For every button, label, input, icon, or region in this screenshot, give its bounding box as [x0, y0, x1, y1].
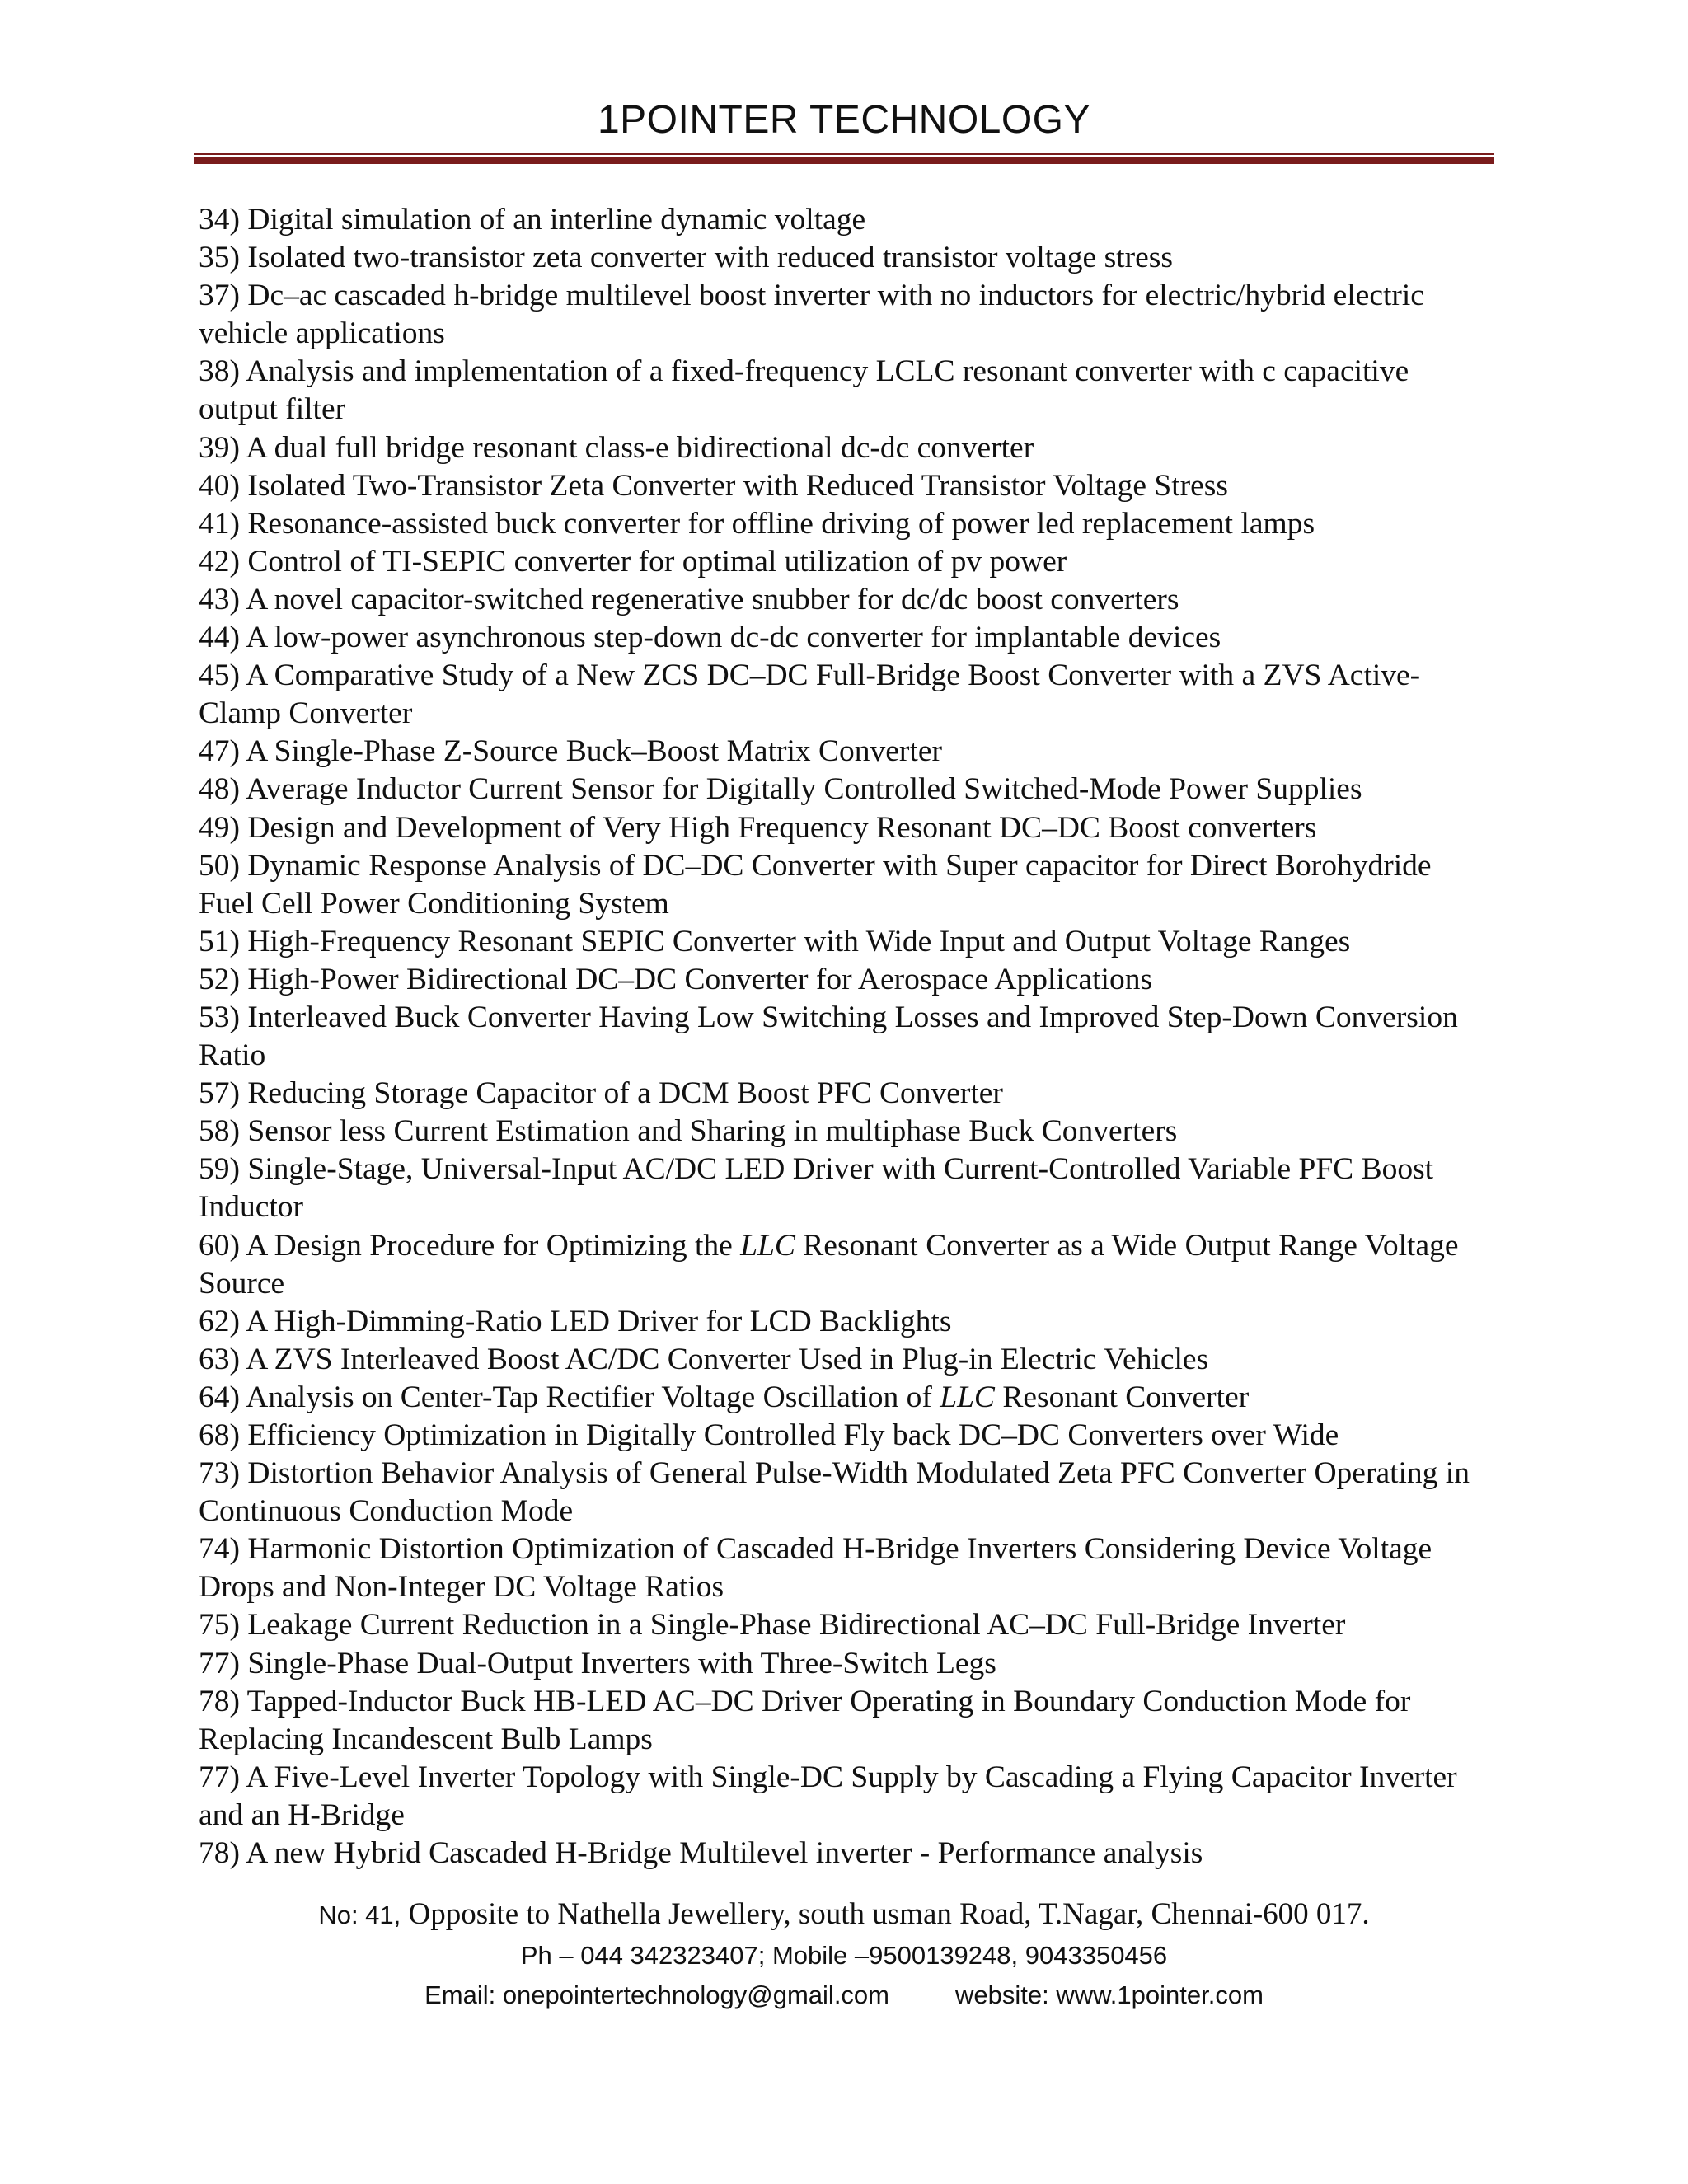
project-title-item: 44) A low-power asynchronous step-down dc-dc converter for implantable devices [199, 621, 1221, 655]
project-title-item: 59) Single-Stage, Universal-Input AC/DC LED Driver with Current-Controlled Variable PFC Boost Inductor [199, 1152, 1434, 1225]
project-title-italic: LLC [740, 1228, 795, 1263]
project-title-item: 78) A new Hybrid Cascaded H-Bridge Multilevel inverter - Performance analysis [199, 1836, 1203, 1871]
project-title-item: 77) Single-Phase Dual-Output Inverters with Three-Switch Legs [199, 1646, 996, 1680]
project-title-item: 48) Average Inductor Current Sensor for Digitally Controlled Switched-Mode Power Supplies [199, 772, 1362, 807]
footer [194, 1894, 1494, 2015]
project-title-item: 34) Digital simulation of an interline dynamic voltage [199, 203, 866, 237]
footer-website: website: www.1pointer.com [955, 1980, 1264, 2009]
project-title-item: 42) Control of TI-SEPIC converter for optimal utilization of pv power [199, 544, 1067, 579]
footer-email: Email: onepointertechnology@gmail.com [424, 1980, 889, 2009]
project-title-item: 50) Dynamic Response Analysis of DC–DC Converter with Super capacitor for Direct Borohydride Fuel Cell Power Conditioning System [199, 848, 1432, 921]
page-header-title: 1POINTER TECHNOLOGY [597, 98, 1091, 142]
project-title-item: 51) High-Frequency Resonant SEPIC Converter with Wide Input and Output Voltage Ranges [199, 924, 1351, 958]
project-title-item: 40) Isolated Two-Transistor Zeta Converter with Reduced Transistor Voltage Stress [199, 468, 1228, 503]
footer-address-street: Opposite to Nathella Jewellery, south usman Road, T.Nagar, Chennai-600 017. [401, 1897, 1370, 1931]
project-title-item [199, 1379, 1493, 1417]
project-title-item: 78) Tapped-Inductor Buck HB-LED AC–DC Driver Operating in Boundary Conduction Mode for Replacing Incandescent Bulb Lamps [199, 1684, 1411, 1756]
footer-phone: Ph – 044 342323407; Mobile –9500139248, 9043350456 [520, 1941, 1168, 1970]
project-title-item: 39) A dual full bridge resonant class-e bidirectional dc-dc converter [199, 430, 1034, 465]
project-title-list [199, 201, 1493, 1872]
project-title-item: 74) Harmonic Distortion Optimization of Cascaded H-Bridge Inverters Considering Device Voltage Drops and Non-Integer DC Voltage Ratios [199, 1532, 1432, 1605]
project-title-text: Resonant Converter as a Wide Output Range Voltage Source [199, 1228, 1459, 1301]
header-divider [194, 153, 1494, 164]
project-title-item: 37) Dc–ac cascaded h-bridge multilevel boost inverter with no inductors for electric/hybrid electric vehicle applications [199, 279, 1424, 351]
project-title-item: 75) Leakage Current Reduction in a Single-Phase Bidirectional AC–DC Full-Bridge Inverter [199, 1608, 1346, 1643]
project-title-item: 49) Design and Development of Very High Frequency Resonant DC–DC Boost converters [199, 810, 1317, 845]
project-title-text: 60) A Design Procedure for Optimizing the [199, 1228, 741, 1263]
project-title-item: 38) Analysis and implementation of a fixed-frequency LCLC resonant converter with c capacitive output filter [199, 354, 1409, 427]
project-title-italic: LLC [940, 1380, 995, 1414]
header-divider-thin-line [194, 153, 1494, 155]
header-divider-thick-line [194, 157, 1494, 164]
project-title-item: 45) A Comparative Study of a New ZCS DC–DC Full-Bridge Boost Converter with a ZVS Active-Clamp Converter [199, 658, 1421, 731]
project-title-item: 63) A ZVS Interleaved Boost AC/DC Converter Used in Plug-in Electric Vehicles [199, 1342, 1209, 1376]
project-title-item: 41) Resonance-assisted buck converter for offline driving of power led replacement lamps [199, 506, 1315, 541]
project-title-item: 62) A High-Dimming-Ratio LED Driver for LCD Backlights [199, 1304, 952, 1338]
project-title-item: 35) Isolated two-transistor zeta converter with reduced transistor voltage stress [199, 241, 1173, 275]
project-title-item: 52) High-Power Bidirectional DC–DC Converter for Aerospace Applications [199, 962, 1153, 996]
project-title-item [199, 1227, 1493, 1303]
project-title-item: 73) Distortion Behavior Analysis of General Pulse-Width Modulated Zeta PFC Converter Operating in Continuous Conduction Mode [199, 1456, 1470, 1529]
project-title-item: 47) A Single-Phase Z-Source Buck–Boost Matrix Converter [199, 734, 942, 769]
project-title-text: Resonant Converter [994, 1380, 1250, 1414]
footer-address [194, 1894, 1494, 1936]
project-title-item: 68) Efficiency Optimization in Digitally Controlled Fly back DC–DC Converters over Wide [199, 1418, 1339, 1452]
project-title-text: 64) Analysis on Center-Tap Rectifier Voltage Oscillation of [199, 1380, 940, 1414]
project-title-item: 77) A Five-Level Inverter Topology with Single-DC Supply by Cascading a Flying Capacitor Inverter and an H-Bridge [199, 1760, 1457, 1832]
footer-contact [194, 1975, 1494, 2015]
footer-address-number: No: 41, [318, 1900, 401, 1929]
project-title-item: 43) A novel capacitor-switched regenerative snubber for dc/dc boost converters [199, 582, 1179, 616]
project-title-item: 57) Reducing Storage Capacitor of a DCM Boost PFC Converter [199, 1076, 1003, 1111]
project-title-item: 53) Interleaved Buck Converter Having Low Switching Losses and Improved Step-Down Conversion Ratio [199, 1000, 1458, 1073]
project-title-item: 58) Sensor less Current Estimation and Sharing in multiphase Buck Converters [199, 1114, 1178, 1149]
